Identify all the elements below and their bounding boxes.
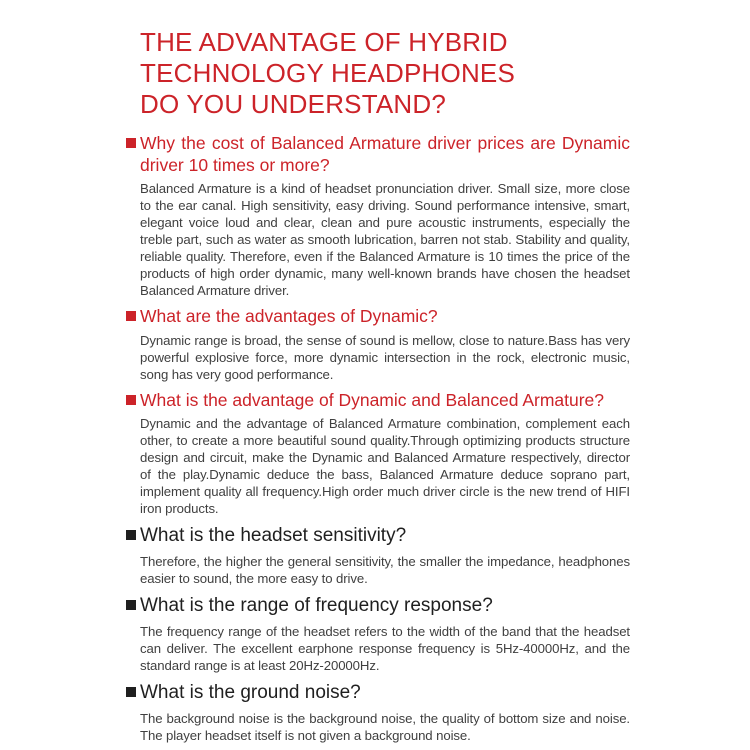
section-heading-text: Why the cost of Balanced Armature driver prices are Dynamic driver 10 times or more? <box>140 133 630 175</box>
section-body: Dynamic range is broad, the sense of sound is mellow, close to nature.Bass has very powerful explosive force, more dynamic intersection in the rock, electronic music, song has very good performance. <box>140 332 630 382</box>
bullet-square-icon <box>126 395 136 405</box>
section-body: The frequency range of the headset refers to the width of the band that the headset can deliver. The excellent earphone response frequency is 5Hz-40000Hz, and the standard range is at least 20Hz-20000Hz. <box>140 624 630 673</box>
section-body: Dynamic and the advantage of Balanced Armature combination, complement each other, to create a more beautiful sound quality.Through optimizing products structure design and circuit, make the Dynamic and Balanced Armature respectively, director of the play.Dynamic deduce the bass, Balanced Armature deduce soprano part, implement quality all frequency.High order much driver circle is the new trend of HIFI iron products. <box>140 416 630 516</box>
bullet-square-icon <box>126 311 136 321</box>
page-title-line-1: THE ADVANTAGE OF HYBRID <box>140 27 508 57</box>
section-heading <box>140 524 630 547</box>
section-heading <box>140 133 630 176</box>
section-heading-text: What is the advantage of Dynamic and Balanced Armature? <box>140 389 605 410</box>
bullet-square-icon <box>126 600 136 610</box>
section-heading-text: What are the advantages of Dynamic? <box>140 306 438 326</box>
bullet-square-icon <box>126 687 136 697</box>
section-body: Therefore, the higher the general sensitivity, the smaller the impedance, headphones easier to sound, the more easy to drive. <box>140 554 630 586</box>
page-title-line-3: DO YOU UNDERSTAND? <box>140 89 447 119</box>
section-body: The background noise is the background noise, the quality of bottom size and noise. The player headset itself is not given a background noise. <box>140 711 630 743</box>
section-heading-text: What is the ground noise? <box>140 682 361 703</box>
section-heading <box>140 306 630 328</box>
section-hybrid-advantage <box>126 390 630 518</box>
section-headset-sensitivity <box>126 524 630 587</box>
page-title <box>140 27 630 120</box>
bullet-square-icon <box>126 530 136 540</box>
bullet-square-icon <box>126 138 136 148</box>
section-heading-text: What is the range of frequency response? <box>140 595 493 616</box>
section-heading <box>140 681 630 704</box>
page-title-line-2: TECHNOLOGY HEADPHONES <box>140 58 516 88</box>
section-frequency-response <box>126 594 630 674</box>
section-heading-text: What is the headset sensitivity? <box>140 525 407 546</box>
section-heading <box>140 390 630 412</box>
section-dynamic-advantages <box>126 306 630 383</box>
section-balanced-armature-cost <box>126 133 630 299</box>
section-ground-noise <box>126 681 630 744</box>
section-heading <box>140 594 630 617</box>
section-body: Balanced Armature is a kind of headset pronunciation driver. Small size, more close to the ear canal. High sensitivity, easy driving. Sound performance intensive, smart, elegant voice loud and clear, clean and pure acoustic instruments, especially the treble part, such as water as smooth lubrication, barren not stab. Stability and quality, reliable quality. Therefore, even if the Balanced Armature is 10 times the price of the products of high order dynamic, many well-known brands have chosen the headset Balanced Armature driver. <box>140 181 630 298</box>
